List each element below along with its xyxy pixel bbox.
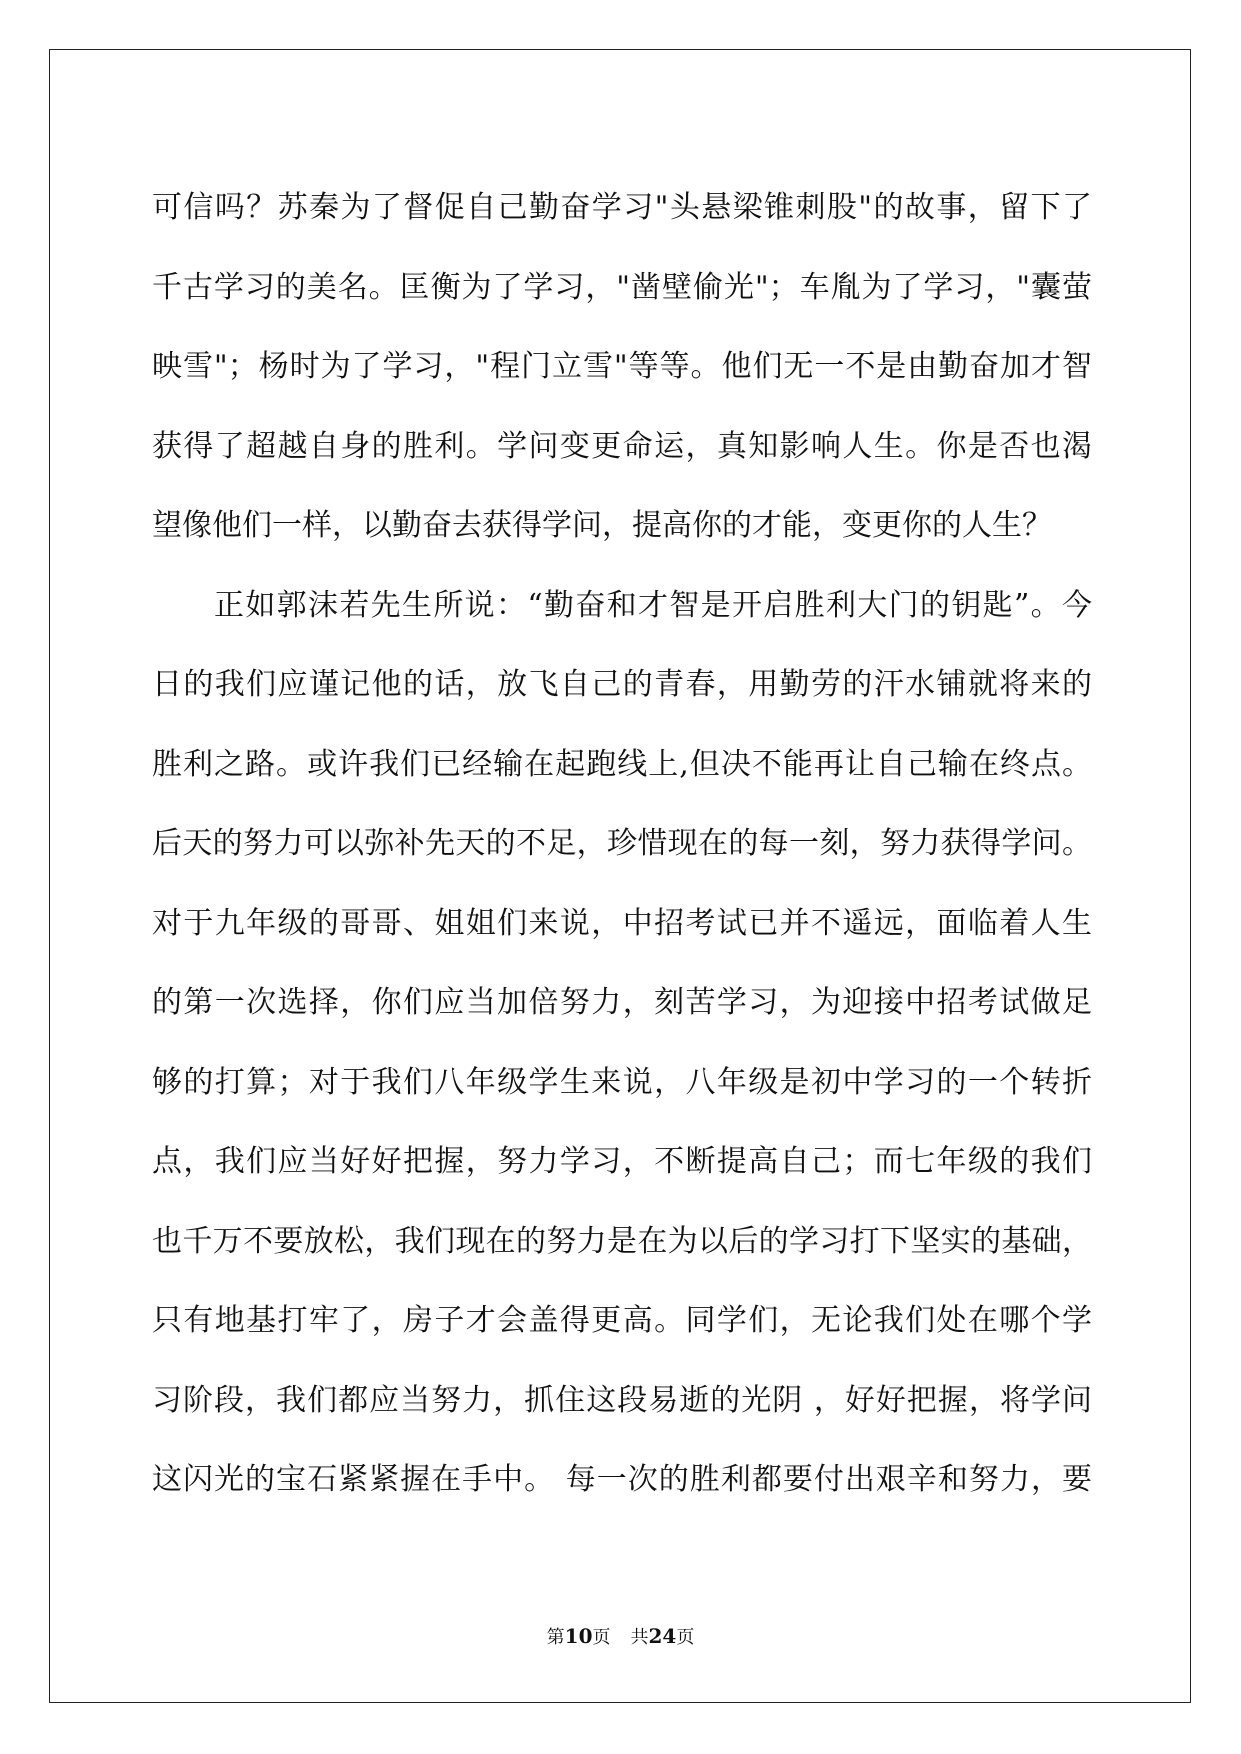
text-line: 对于九年级的哥哥、姐姐们来说，中招考试已并不遥远，面临着人生: [152, 905, 1092, 941]
text-line: 点，我们应当好好把握，努力学习，不断提高自己；而七年级的我们: [152, 1144, 1092, 1179]
page-suffix: 页: [592, 1627, 611, 1648]
text-line: 映雪"；杨时为了学习，"程门立雪"等等。他们无一不是由勤奋加才智: [152, 349, 1092, 384]
text-line: 日的我们应谨记他的话，放飞自己的青春，用勤劳的汗水铺就将来的: [152, 667, 1092, 702]
text-line: 后天的努力可以弥补先天的不足，珍惜现在的每一刻，努力获得学问。: [152, 826, 1092, 861]
page-prefix: 第: [546, 1627, 565, 1648]
total-prefix: 共: [630, 1627, 649, 1648]
text-line: 正如郭沫若先生所说：“勤奋和才智是开启胜利大门的钥匙”。今: [214, 587, 1092, 623]
page-number: 10: [564, 1624, 593, 1648]
text-line: 胜利之路。或许我们已经输在起跑线上,但决不能再让自己输在终点。: [152, 746, 1092, 782]
text-line: 可信吗？苏秦为了督促自己勤奋学习"头悬梁锥刺股"的故事，留下了: [152, 190, 1092, 225]
text-line: 千古学习的美名。匡衡为了学习，"凿壁偷光"；车胤为了学习，"囊萤: [152, 269, 1092, 305]
text-line: 望像他们一样，以勤奋去获得学问，提高你的才能，变更你的人生？: [152, 508, 1052, 543]
total-suffix: 页: [676, 1627, 695, 1648]
text-line: 也千万不要放松，我们现在的努力是在为以后的学习打下坚实的基础，: [152, 1223, 1092, 1259]
text-line: 只有地基打牢了，房子才会盖得更高。同学们，无论我们处在哪个学: [152, 1303, 1092, 1338]
text-line: 这闪光的宝石紧紧握在手中。 每一次的胜利都要付出艰辛和努力，要: [152, 1462, 1092, 1497]
text-line: 获得了超越自身的胜利。学问变更命运，真知影响人生。你是否也渴: [152, 428, 1092, 464]
total-pages: 24: [648, 1624, 677, 1648]
text-line: 的第一次选择，你们应当加倍努力，刻苦学习，为迎接中招考试做足: [152, 985, 1092, 1020]
text-line: 习阶段，我们都应当努力，抓住这段易逝的光阴 ，好好把握，将学问: [152, 1382, 1092, 1418]
document-body: [152, 168, 1092, 1520]
text-line: 够的打算；对于我们八年级学生来说，八年级是初中学习的一个转折: [152, 1064, 1092, 1100]
page-footer: [0, 1623, 1241, 1649]
